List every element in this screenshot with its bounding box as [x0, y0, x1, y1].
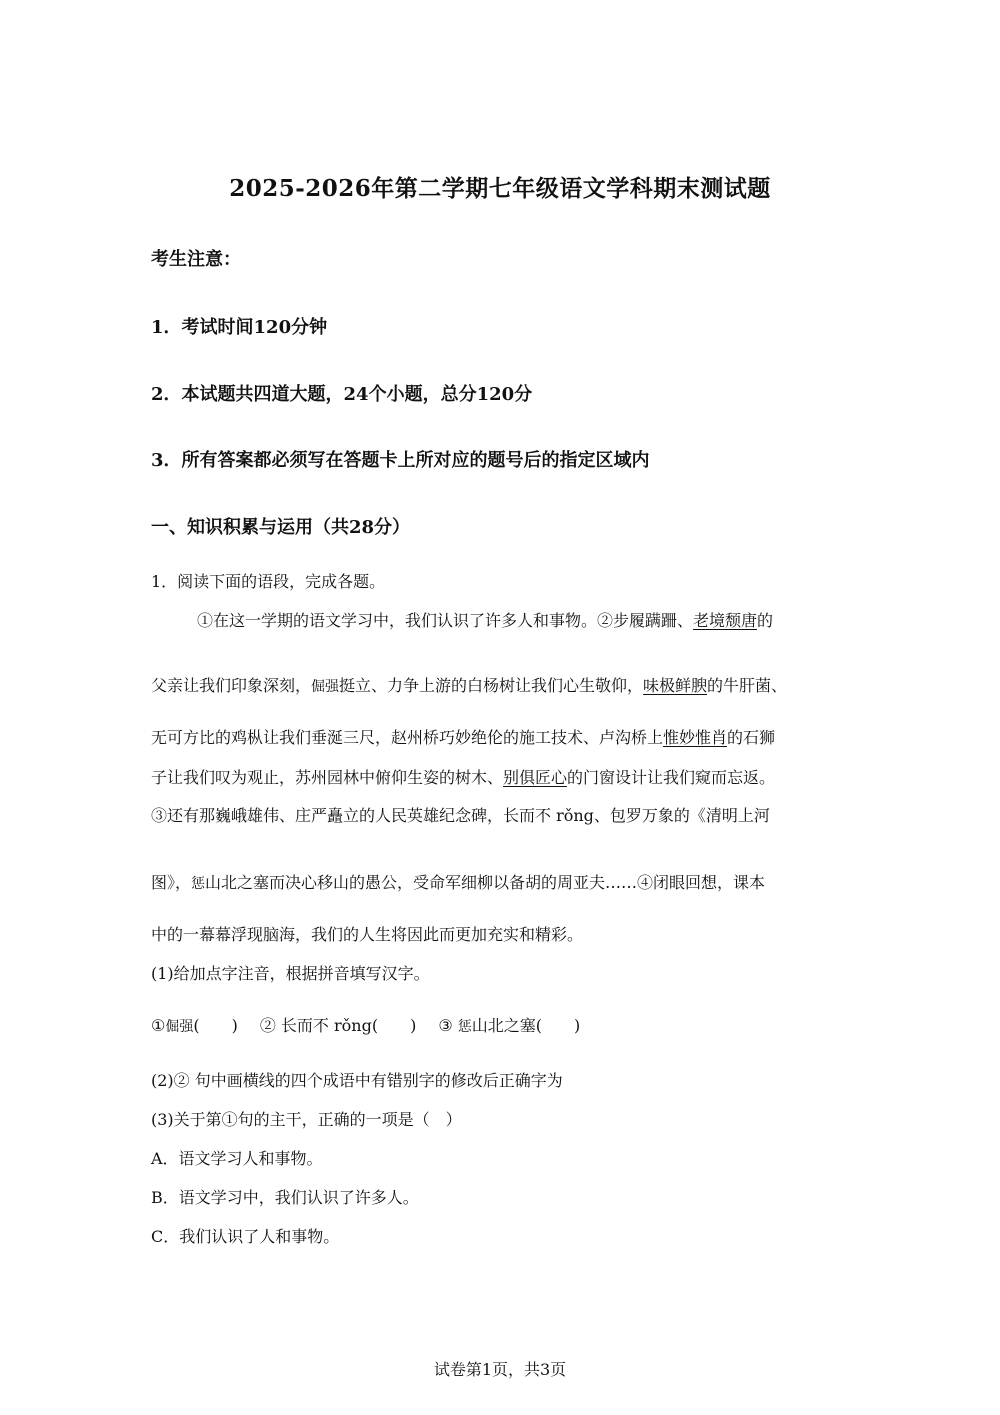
dotted-word: 倔强 [165, 1019, 194, 1035]
subquestion-1-answers [151, 1013, 580, 1036]
underlined-idiom: 惟妙惟肖 [663, 728, 728, 747]
passage-text: 无可方比的鸡枞让我们垂涎三尺，赵州桥巧妙绝伦的施工技术、卢沟桥上 [151, 728, 664, 747]
passage-line-5: ③还有那巍峨雄伟、庄严矗立的人民英雄纪念碑，长而不 rǒng、包罗万象的《清明上河 [151, 806, 770, 825]
section-heading: 一、知识积累与运用（共28分） [151, 517, 411, 538]
passage-line-1 [197, 608, 773, 631]
passage-text: 的门窗设计让我们窥而忘返。 [567, 768, 776, 787]
subquestion-3-prompt: (3)关于第①句的主干，正确的一项是（ ） [151, 1110, 462, 1129]
answer-blank[interactable]: ( ) [193, 1016, 238, 1035]
notice-item-2: 2．本试题共四道大题，24个小题，总分120分 [151, 384, 533, 405]
passage-text: 的牛肝菌、 [707, 676, 788, 695]
passage-text: 子让我们叹为观止，苏州园林中俯仰生姿的树木、 [151, 768, 504, 787]
notice-item-3: 3．所有答案都必须写在答题卡上所对应的题号后的指定区域内 [151, 450, 650, 471]
answer-item-3[interactable]: 山北之塞( ) [471, 1016, 581, 1035]
option-b[interactable]: B．语文学习中，我们认识了许多人。 [151, 1188, 419, 1207]
page-title: 2025-2026年第二学期七年级语文学科期末测试题 [229, 175, 771, 202]
passage-text: 山北之塞而决心移山的愚公，受命军细柳以备胡的周亚夫……④闭眼回想，课本 [205, 873, 766, 892]
passage-line-6 [151, 870, 765, 893]
passage-text: 父亲让我们印象深刻， [151, 676, 312, 695]
question-intro: 1．阅读下面的语段，完成各题。 [151, 572, 386, 591]
passage-line-7: 中的一幕幕浮现脑海，我们的人生将因此而更加充实和精彩。 [151, 925, 584, 944]
item-marker: ① [151, 1016, 166, 1035]
passage-text: 的石狮 [727, 728, 776, 747]
notice-heading: 考生注意： [151, 249, 241, 270]
passage-line-4 [151, 765, 775, 788]
passage-text: ①在这一学期的语文学习中，我们认识了许多人和事物。②步履蹒跚、 [197, 611, 694, 630]
passage-text: 图》， [151, 873, 192, 892]
passage-text: 的 [757, 611, 774, 630]
dotted-word: 惩 [191, 876, 206, 892]
option-c[interactable]: C．我们认识了人和事物。 [151, 1227, 340, 1246]
dotted-word: 倔强 [311, 679, 340, 695]
subquestion-2-prompt: (2)② 句中画横线的四个成语中有错别字的修改后正确字为 [151, 1071, 563, 1090]
item-marker: ③ [438, 1016, 458, 1035]
dotted-word: 惩 [457, 1019, 472, 1035]
page-footer: 试卷第1页，共3页 [433, 1360, 567, 1379]
option-a[interactable]: A．语文学习人和事物。 [151, 1149, 323, 1168]
passage-line-2 [151, 673, 787, 696]
underlined-idiom: 味极鲜腴 [643, 676, 708, 695]
passage-line-3 [151, 725, 775, 748]
answer-item-2[interactable]: ② 长而不 rǒng( ) [259, 1016, 417, 1035]
underlined-idiom: 别俱匠心 [503, 768, 568, 787]
passage-text: 挺立、力争上游的白杨树让我们心生敬仰， [339, 676, 644, 695]
underlined-idiom: 老境颓唐 [693, 611, 758, 630]
subquestion-1-prompt: (1)给加点字注音，根据拼音填写汉字。 [151, 964, 430, 983]
notice-item-1: 1．考试时间120分钟 [151, 317, 328, 338]
